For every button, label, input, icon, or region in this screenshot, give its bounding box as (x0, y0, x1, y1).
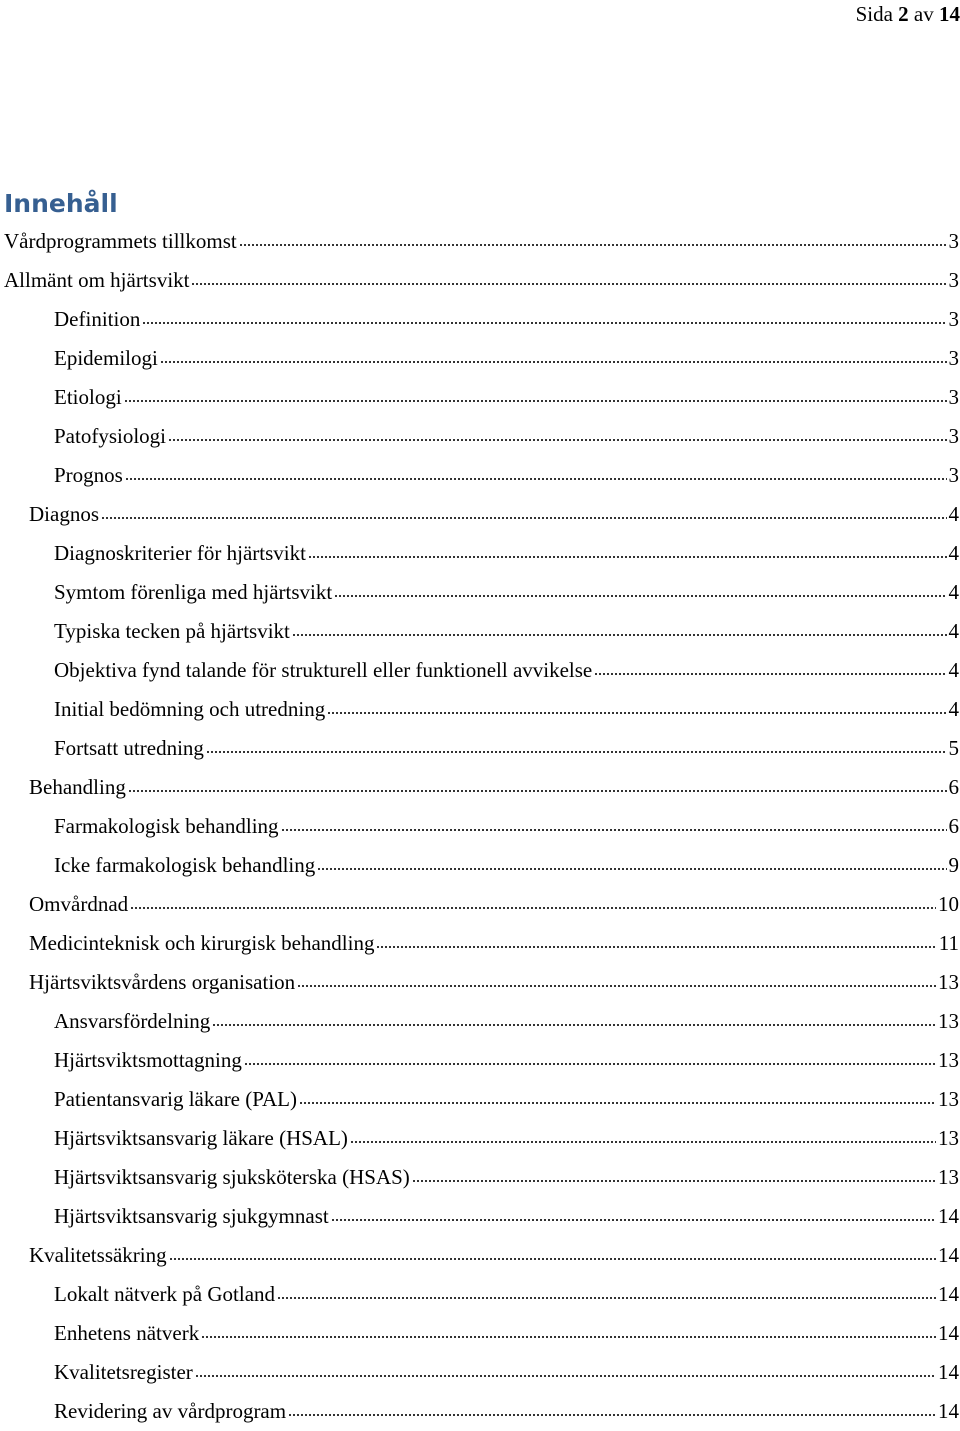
toc-entry-page-number: 3 (948, 268, 959, 292)
toc-entry[interactable] (0, 807, 960, 846)
toc-entry-page-number: 13 (938, 1165, 959, 1189)
toc-entry-page-number: 13 (938, 1126, 959, 1150)
dot-leader (124, 399, 947, 403)
toc-entry[interactable] (0, 495, 960, 534)
toc-entry-label[interactable]: Prognos (54, 463, 123, 487)
dot-leader (195, 1374, 936, 1378)
dot-leader (412, 1179, 936, 1183)
table-of-contents (0, 222, 960, 1431)
toc-entry[interactable] (0, 651, 960, 690)
toc-entry-label[interactable]: Diagnos (29, 502, 99, 526)
dot-leader (244, 1062, 936, 1066)
toc-entry-label[interactable]: Symtom förenliga med hjärtsvikt (54, 580, 333, 604)
toc-entry[interactable] (0, 261, 960, 300)
toc-entry[interactable] (0, 534, 960, 573)
toc-entry-label[interactable]: Medicinteknisk och kirurgisk behandling (29, 931, 375, 955)
dot-leader (101, 516, 947, 520)
toc-entry[interactable] (0, 1197, 960, 1236)
toc-entry[interactable] (0, 1002, 960, 1041)
toc-entry-label[interactable]: Objektiva fynd talande för strukturell eller funktionell avvikelse (54, 658, 593, 682)
total-pages-number: 14 (939, 2, 960, 26)
toc-entry[interactable] (0, 612, 960, 651)
toc-entry[interactable] (0, 1314, 960, 1353)
toc-entry[interactable] (0, 963, 960, 1002)
page-of-label: av (913, 2, 934, 26)
dot-leader (594, 672, 946, 676)
toc-entry-label[interactable]: Icke farmakologisk behandling (54, 853, 316, 877)
toc-entry-page-number: 4 (948, 658, 959, 682)
toc-entry-page-number: 14 (938, 1360, 959, 1384)
dot-leader (281, 828, 947, 832)
toc-entry-label[interactable]: Etiologi (54, 385, 122, 409)
toc-entry[interactable] (0, 1392, 960, 1431)
toc-entry-label[interactable]: Hjärtsviktsvårdens organisation (29, 970, 296, 994)
toc-entry-label[interactable]: Lokalt nätverk på Gotland (54, 1282, 276, 1306)
toc-entry-label[interactable]: Kvalitetssäkring (29, 1243, 167, 1267)
dot-leader (288, 1413, 936, 1417)
toc-entry-label[interactable]: Fortsatt utredning (54, 736, 204, 760)
dot-leader (376, 945, 936, 949)
toc-entry-label[interactable]: Farmakologisk behandling (54, 814, 279, 838)
toc-entry-page-number: 4 (948, 541, 959, 565)
dot-leader (299, 1101, 936, 1105)
dot-leader (168, 438, 946, 442)
dot-leader (331, 1218, 936, 1222)
toc-entry[interactable] (0, 924, 960, 963)
toc-entry-label[interactable]: Typiska tecken på hjärtsvikt (54, 619, 290, 643)
toc-entry-page-number: 4 (948, 619, 959, 643)
toc-entry[interactable] (0, 1275, 960, 1314)
toc-entry-page-number: 10 (938, 892, 959, 916)
toc-entry-page-number: 4 (948, 697, 959, 721)
toc-entry-label[interactable]: Diagnoskriterier för hjärtsvikt (54, 541, 306, 565)
dot-leader (206, 750, 947, 754)
dot-leader (160, 360, 947, 364)
dot-leader (169, 1257, 936, 1261)
toc-entry-page-number: 13 (938, 1009, 959, 1033)
toc-entry[interactable] (0, 417, 960, 456)
toc-entry-page-number: 13 (938, 970, 959, 994)
toc-entry[interactable] (0, 690, 960, 729)
dot-leader (327, 711, 946, 715)
toc-entry-label[interactable]: Hjärtsviktsmottagning (54, 1048, 242, 1072)
toc-entry-label[interactable]: Allmänt om hjärtsvikt (4, 268, 190, 292)
toc-entry-page-number: 11 (938, 931, 959, 955)
toc-entry[interactable] (0, 456, 960, 495)
dot-leader (317, 867, 946, 871)
toc-entry-page-number: 3 (948, 229, 959, 253)
toc-entry-label[interactable]: Ansvarsfördelning (54, 1009, 211, 1033)
current-page-number: 2 (898, 2, 909, 26)
toc-entry-label[interactable]: Patientansvarig läkare (PAL) (54, 1087, 297, 1111)
toc-entry-page-number: 4 (948, 580, 959, 604)
toc-entry-page-number: 3 (948, 346, 959, 370)
toc-entry-page-number: 9 (948, 853, 959, 877)
toc-entry-label[interactable]: Patofysiologi (54, 424, 167, 448)
dot-leader (277, 1296, 936, 1300)
toc-entry[interactable] (0, 300, 960, 339)
dot-leader (239, 243, 947, 247)
dot-leader (125, 477, 947, 481)
toc-entry[interactable] (0, 1119, 960, 1158)
toc-entry-label[interactable]: Definition (54, 307, 141, 331)
toc-entry[interactable] (0, 768, 960, 807)
toc-entry[interactable] (0, 1041, 960, 1080)
toc-entry-label[interactable]: Revidering av vårdprogram (54, 1399, 287, 1423)
toc-entry[interactable] (0, 1080, 960, 1119)
toc-entry[interactable] (0, 573, 960, 612)
toc-entry-label[interactable]: Initial bedömning och utredning (54, 697, 326, 721)
toc-entry-page-number: 4 (948, 502, 959, 526)
dot-leader (297, 984, 936, 988)
toc-entry-page-number: 5 (948, 736, 959, 760)
dot-leader (212, 1023, 936, 1027)
toc-entry[interactable] (0, 222, 960, 261)
dot-leader (308, 555, 947, 559)
toc-entry-label[interactable]: Hjärtsviktsansvarig läkare (HSAL) (54, 1126, 348, 1150)
toc-entry-page-number: 3 (948, 424, 959, 448)
toc-entry-label[interactable]: Omvårdnad (29, 892, 129, 916)
toc-entry[interactable] (0, 729, 960, 768)
dot-leader (201, 1335, 936, 1339)
toc-entry[interactable] (0, 885, 960, 924)
dot-leader (128, 789, 947, 793)
toc-entry-label[interactable]: Hjärtsviktsansvarig sjukgymnast (54, 1204, 329, 1228)
dot-leader (130, 906, 936, 910)
toc-entry[interactable] (0, 846, 960, 885)
page-label: Sida (855, 2, 893, 26)
toc-entry-page-number: 13 (938, 1087, 959, 1111)
toc-entry-label[interactable]: Epidemilogi (54, 346, 158, 370)
toc-entry-page-number: 14 (938, 1204, 959, 1228)
toc-entry-label[interactable]: Hjärtsviktsansvarig sjuksköterska (HSAS) (54, 1165, 410, 1189)
toc-entry-page-number: 3 (948, 385, 959, 409)
toc-entry[interactable] (0, 378, 960, 417)
toc-entry[interactable] (0, 1353, 960, 1392)
toc-entry-label[interactable]: Behandling (29, 775, 126, 799)
toc-entry-page-number: 3 (948, 307, 959, 331)
toc-entry-page-number: 14 (938, 1243, 959, 1267)
dot-leader (350, 1140, 936, 1144)
toc-entry-label[interactable]: Kvalitetsregister (54, 1360, 193, 1384)
toc-entry[interactable] (0, 1158, 960, 1197)
toc-entry-label[interactable]: Vårdprogrammets tillkomst (4, 229, 237, 253)
toc-entry-page-number: 3 (948, 463, 959, 487)
toc-entry-page-number: 13 (938, 1048, 959, 1072)
page-header (856, 0, 960, 28)
toc-entry[interactable] (0, 339, 960, 378)
toc-entry-page-number: 14 (938, 1321, 959, 1345)
dot-leader (142, 321, 946, 325)
toc-entry-page-number: 6 (948, 775, 959, 799)
toc-entry-label[interactable]: Enhetens nätverk (54, 1321, 200, 1345)
dot-leader (292, 633, 947, 637)
toc-entry-page-number: 6 (948, 814, 959, 838)
toc-entry-page-number: 14 (938, 1282, 959, 1306)
dot-leader (334, 594, 946, 598)
toc-entry-page-number: 14 (938, 1399, 959, 1423)
toc-entry[interactable] (0, 1236, 960, 1275)
dot-leader (191, 282, 946, 286)
toc-heading: Innehåll (4, 189, 118, 218)
